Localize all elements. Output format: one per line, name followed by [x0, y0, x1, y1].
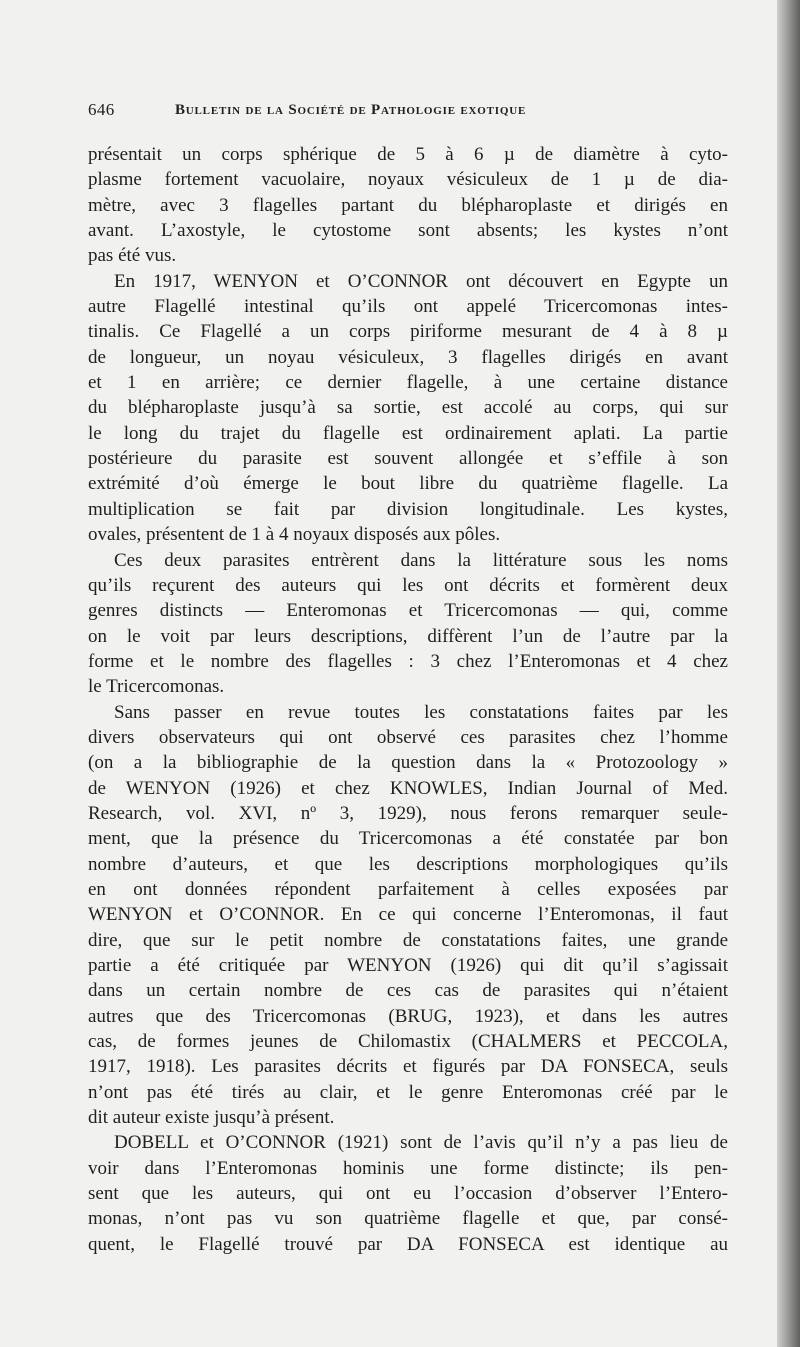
text-line: dit auteur existe jusqu’à présent.	[88, 1107, 335, 1129]
paragraph	[88, 1130, 728, 1257]
body-text	[88, 142, 728, 1257]
text-line: nombre d’auteurs, et que les descriptions morphologiques qu’ils	[88, 853, 728, 875]
page-edge-shadow	[777, 0, 800, 1347]
text-line: monas, n’ont pas vu son quatrième flagelle et que, par consé-	[88, 1208, 728, 1230]
text-line: on le voit par leurs descriptions, diffèrent l’un de l’autre par la	[88, 625, 728, 647]
text-line: tinalis. Ce Flagellé a un corps piriforme mesurant de 4 à 8 µ	[88, 321, 728, 343]
text-line: En 1917, WENYON et O’CONNOR ont découvert en Egypte un	[114, 270, 728, 292]
text-line: divers observateurs qui ont observé ces parasites chez l’homme	[88, 726, 728, 748]
text-line: autre Flagellé intestinal qu’ils ont appelé Tricercomonas intes-	[88, 296, 728, 318]
text-line: voir dans l’Enteromonas hominis une forme distincte; ils pen-	[88, 1157, 728, 1179]
text-line: qu’ils reçurent des auteurs qui les ont décrits et formèrent deux	[88, 574, 728, 596]
text-line: (on a la bibliographie de la question dans la « Protozoology »	[88, 752, 728, 774]
text-line: postérieure du parasite est souvent allongée et s’effile à son	[88, 448, 728, 470]
text-line: DOBELL et O’CONNOR (1921) sont de l’avis qu’il n’y a pas lieu de	[114, 1132, 728, 1154]
text-line: Ces deux parasites entrèrent dans la littérature sous les noms	[114, 549, 728, 571]
text-line: dire, que sur le petit nombre de constatations faites, une grande	[88, 929, 728, 951]
text-line: présentait un corps sphérique de 5 à 6 µ de diamètre à cyto-	[88, 144, 728, 165]
text-line: genres distincts — Enteromonas et Tricercomonas — qui, comme	[88, 600, 728, 622]
text-line: du blépharoplaste jusqu’à sa sortie, est accolé au corps, qui sur	[88, 397, 728, 419]
text-line: de longueur, un noyau vésiculeux, 3 flagelles dirigés en avant	[88, 346, 728, 368]
paragraph	[88, 700, 728, 1131]
text-line: Research, vol. XVI, nº 3, 1929), nous ferons remarquer seule-	[88, 802, 728, 824]
text-line: sent que les auteurs, qui ont eu l’occasion d’observer l’Entero-	[88, 1183, 728, 1205]
text-line: le long du trajet du flagelle est ordinairement aplati. La partie	[88, 422, 728, 444]
text-line: quent, le Flagellé trouvé par DA FONSECA est identique au	[88, 1233, 728, 1255]
text-line: WENYON et O’CONNOR. En ce qui concerne l’Enteromonas, il faut	[88, 904, 728, 926]
journal-title: Bulletin de la Société de Pathologie exotique	[175, 102, 527, 118]
text-line: et 1 en arrière; ce dernier flagelle, à une certaine distance	[88, 372, 728, 394]
text-line: mètre, avec 3 flagelles partant du blépharoplaste et dirigés en	[88, 194, 728, 216]
text-line: forme et le nombre des flagelles : 3 chez l’Enteromonas et 4 chez	[88, 650, 728, 672]
text-line: Sans passer en revue toutes les constatations faites par les	[114, 701, 728, 723]
paragraph	[88, 142, 728, 269]
text-line: autres que des Tricercomonas (BRUG, 1923), et dans les autres	[88, 1005, 728, 1027]
text-line: de WENYON (1926) et chez KNOWLES, Indian Journal of Med.	[88, 777, 728, 799]
text-line: cas, de formes jeunes de Chilomastix (CHALMERS et PECCOLA,	[88, 1031, 728, 1053]
text-line: multiplication se fait par division longitudinale. Les kystes,	[88, 498, 728, 520]
paragraph	[88, 548, 728, 700]
text-line: dans un certain nombre de ces cas de parasites qui n’étaient	[88, 980, 728, 1002]
text-line: pas été vus.	[88, 245, 177, 267]
text-line: n’ont pas été tirés au clair, et le genre Enteromonas créé par le	[88, 1081, 728, 1103]
text-line: ment, que la présence du Tricercomonas a été constatée par bon	[88, 828, 728, 850]
text-line: partie a été critiquée par WENYON (1926) qui dit qu’il s’agissait	[88, 955, 728, 976]
text-line: ovales, présentent de 1 à 4 noyaux disposés aux pôles.	[88, 524, 501, 546]
text-line: plasme fortement vacuolaire, noyaux vésiculeux de 1 µ de dia-	[88, 169, 728, 191]
text-line: le Tricercomonas.	[88, 676, 225, 698]
text-line: extrémité d’où émerge le bout libre du quatrième flagelle. La	[88, 473, 728, 495]
running-header	[88, 100, 728, 128]
paragraph	[88, 269, 728, 548]
page-number: 646	[88, 100, 115, 119]
text-line: 1917, 1918). Les parasites décrits et figurés par DA FONSECA, seuls	[88, 1056, 728, 1078]
text-line: en ont données répondent parfaitement à celles exposées par	[88, 878, 728, 900]
text-line: avant. L’axostyle, le cytostome sont absents; les kystes n’ont	[88, 220, 728, 242]
